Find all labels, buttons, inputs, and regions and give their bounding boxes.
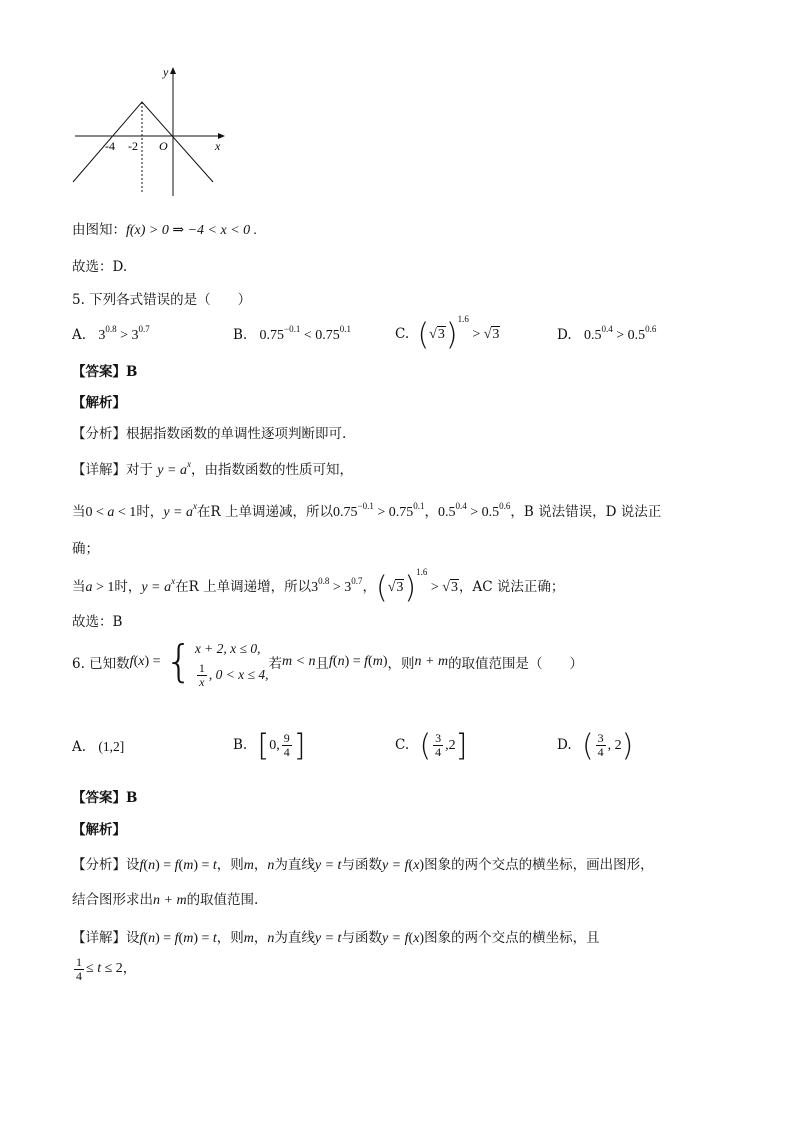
- q5-option-a: A. $3^{0.8} > 3^{0.7}$: [72, 324, 150, 343]
- q6-fenxi-line2: 结合图形求出n + m的取值范围.: [72, 892, 259, 908]
- q5-option-b: B. $0.75^{-0.1} < 0.75^{0.1}$: [233, 324, 351, 343]
- function-graph: [65, 60, 235, 200]
- q5-detail: 【详解】对于 $y = a^x$，由指数函数的性质可知，: [72, 459, 354, 478]
- x-axis-label: x: [215, 139, 221, 153]
- q5-detail-prefix: 【详解】对于: [72, 462, 153, 478]
- q6-stem-prefix: 6. 已知数: [72, 656, 130, 672]
- q6-stem-mid2: 且: [315, 656, 330, 672]
- q6-fenxi-mid1: ，则: [216, 857, 244, 873]
- q6-detail-end: 图象的两个交点的横坐标，且: [424, 930, 600, 946]
- q6-fenxi-mid4: 与函数: [341, 857, 382, 873]
- q5-option-a-label: A.: [72, 327, 87, 343]
- q6-fenxi-line2-end: 的取值范围.: [186, 892, 259, 908]
- q6-option-c-label: C.: [395, 737, 410, 754]
- q5-detail-suffix: ，由指数函数的性质可知，: [191, 462, 354, 478]
- q5-final: 故选：B: [72, 614, 123, 630]
- q6-answer: 【答案】B: [72, 790, 138, 806]
- q5-stem: 5. 下列各式错误的是（ ）: [72, 292, 252, 308]
- q5-line1-end: ，B 说法错误，D 说法正: [510, 504, 662, 520]
- q6-option-d: D. ( $\frac{3}{4}$ , 2): [557, 728, 634, 763]
- q6-piecewise: { x + 2, x ≤ 0, $\frac{1}{x}$ , 0 < x ≤ 4,: [164, 636, 269, 689]
- q6-detail-mid1: ，则: [216, 930, 244, 946]
- q6-detail-line2: $\frac{1}{4}$ ≤ t ≤ 2，: [76, 955, 137, 983]
- q5-line2-end: ，AC 说法正确；: [458, 579, 565, 595]
- q5-option-b-label: B.: [233, 327, 248, 343]
- q6-stem-mid1: 若: [268, 656, 282, 672]
- q6-option-b-label: B.: [233, 737, 248, 754]
- q5-option-c-label: C.: [395, 326, 410, 342]
- y-axis-arrow-icon: [170, 67, 176, 74]
- q5-option-d: D. $0.5^{0.4} > 0.5^{0.6}$: [557, 324, 657, 343]
- q6-detail-mid3: 为直线: [274, 930, 315, 946]
- q6-detail: 【详解】设f(n) = f(m) = t，则m，n为直线y = t与函数y = f(x)图象的两个交点的横坐标，且: [72, 930, 600, 946]
- q6-option-b: B. [0, $\frac{9}{4}$ ]: [233, 728, 306, 763]
- q5-line2-mid: 时，: [114, 579, 142, 595]
- q5-fenxi: 【分析】根据指数函数的单调性逐项判断即可.: [72, 426, 347, 442]
- q6-option-a-value: (1,2]: [98, 739, 125, 754]
- q5-line2-prefix: 当: [72, 579, 86, 595]
- q6-option-c: C. ( $\frac{3}{4}$ ,2]: [395, 728, 468, 763]
- y-axis-label: y: [163, 65, 169, 79]
- q5-analysis-head: 【解析】: [72, 395, 126, 411]
- q5-line1-text: 在R 上单调递减，所以: [197, 504, 333, 520]
- q5-line1-wrap: 确；: [72, 541, 99, 557]
- q4-conclusion: [72, 218, 257, 239]
- origin-label: O: [159, 139, 168, 153]
- q6-stem-mid3: ，则: [387, 656, 415, 672]
- q6-option-a: [72, 739, 124, 755]
- q5-option-c: C. $(√3)^{1.6} > √3$: [395, 314, 500, 353]
- q5-line2-text: 在R 上单调递增，所以: [175, 579, 312, 595]
- q6-fenxi-end: 图象的两个交点的横坐标，画出图形，: [424, 857, 654, 873]
- q6-option-d-label: D.: [557, 737, 572, 754]
- q5-line1-mid: 时，: [136, 504, 164, 520]
- q5-option-d-label: D.: [557, 327, 572, 343]
- q6-detail-mid2: ，: [253, 930, 268, 946]
- q5-answer: 【答案】B: [72, 364, 138, 380]
- q6-detail-line2-end: ，: [122, 960, 137, 977]
- q5-line2: 当a > 1时，$y = a^x$在R 上单调递增，所以$3^{0.8} > 3^{0.7}$，$(√3)^{1.6} > √3$，AC 说法正确；: [72, 567, 565, 606]
- q6-option-a-label: A.: [72, 739, 87, 755]
- q6-detail-prefix: 【详解】设: [72, 930, 140, 946]
- q6-fenxi-prefix: 【分析】设: [72, 857, 140, 873]
- function-curve: [73, 102, 213, 182]
- q4-conclusion-prefix: 由图知：: [72, 222, 126, 238]
- q6-analysis-head: 【解析】: [72, 822, 126, 838]
- q5-line1-prefix: 当: [72, 504, 86, 520]
- tick-label-neg2: -2: [128, 139, 138, 153]
- q6-stem: 6. 已知数f(x) = { x + 2, x ≤ 0, $\frac{1}{x}$ , 0 < x ≤ 4, 若m < n且f(n) = f(m)，则n + m的取值范围是（ ）: [72, 636, 584, 689]
- tick-label-neg4: -4: [105, 139, 115, 153]
- q6-fenxi-mid2: ，: [253, 857, 268, 873]
- q6-detail-mid4: 与函数: [341, 930, 382, 946]
- q4-answer: 故选：D.: [72, 259, 128, 275]
- q6-fenxi-line2-prefix: 结合图形求出: [72, 892, 153, 908]
- q6-fenxi-mid3: 为直线: [274, 857, 315, 873]
- q4-conclusion-math: f(x) > 0 ⇒ −4 < x < 0 .: [126, 223, 258, 238]
- q5-line1: 当0 < a < 1时，$y = a^x$在R 上单调递减，所以$0.75^{-0.1} > 0.75^{0.1}$，$0.5^{0.4} > 0.5^{0.6}$，B 说法错误，D 说法正: [72, 501, 662, 520]
- q6-stem-end: 的取值范围是（ ）: [448, 656, 584, 672]
- q6-fenxi: 【分析】设f(n) = f(m) = t，则m，n为直线y = t与函数y = f(x)图象的两个交点的横坐标，画出图形，: [72, 857, 654, 873]
